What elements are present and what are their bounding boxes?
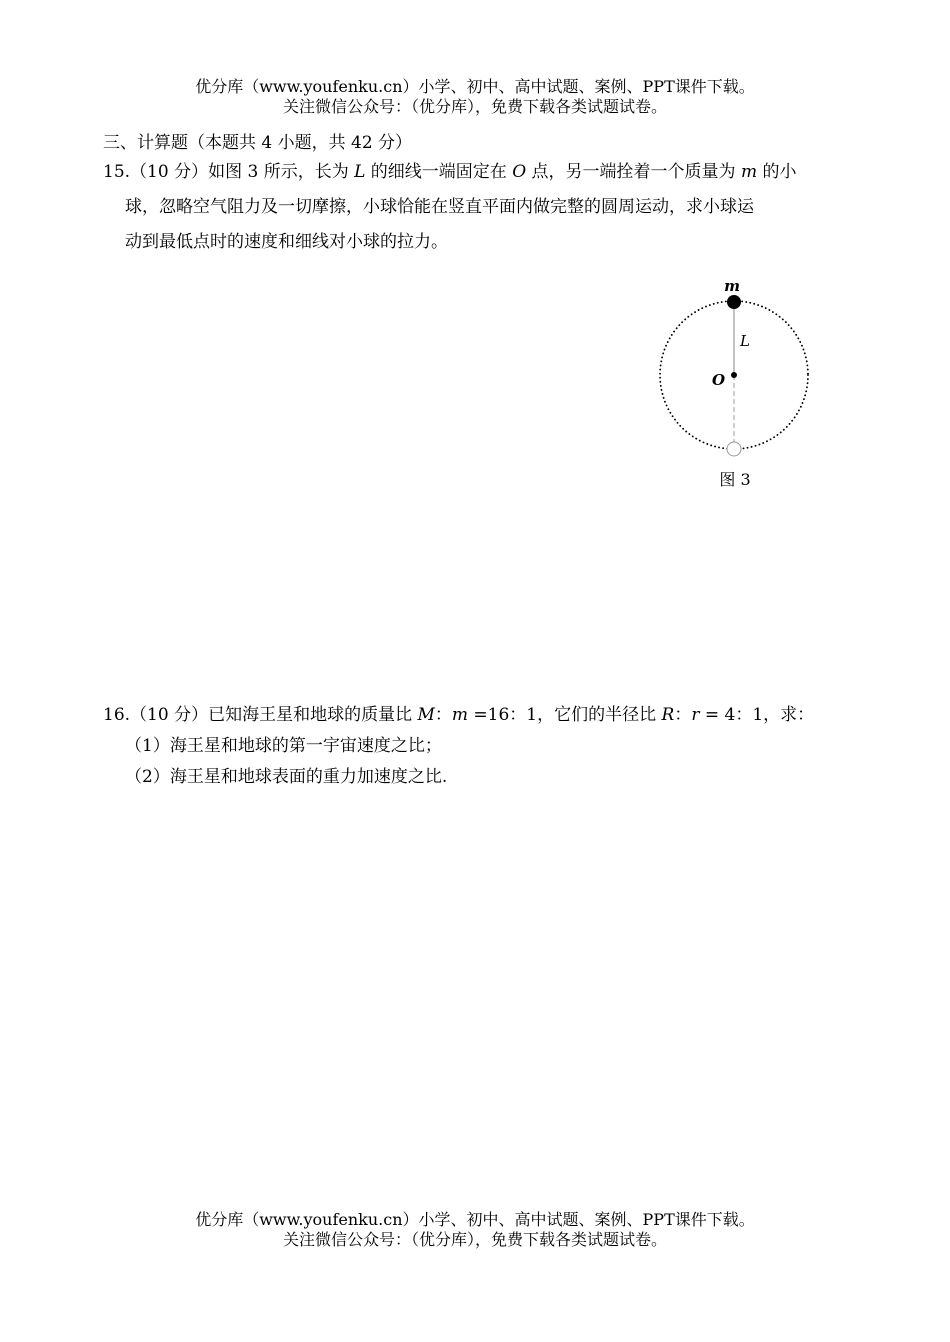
ball-top — [727, 295, 741, 309]
question-16-sub-2: （2）海王星和地球表面的重力加速度之比. — [125, 767, 448, 787]
figure-3 — [650, 272, 820, 502]
question-15 — [103, 155, 848, 260]
var-r: r — [691, 705, 700, 725]
var-m: m — [740, 162, 758, 182]
footer-line-2: 关注微信公众号：（优分库），免费下载各类试题试卷。 — [282, 1230, 667, 1249]
section-title: 三、计算题（本题共 4 小题，共 42 分） — [103, 133, 413, 153]
footer-line-1: 优分库（www.youfenku.cn）小学、初中、高中试题、案例、PPT课件下载。 — [195, 1210, 755, 1229]
var-O: O — [512, 162, 527, 182]
question-16-line-1: 16.（10 分）已知海王星和地球的质量比 M：m =16：1，它们的半径比 R：r = 4：1，求： — [103, 705, 815, 725]
label-O: O — [712, 371, 726, 389]
var-R: R — [661, 705, 675, 725]
label-L: L — [740, 332, 750, 350]
figure-caption: 图 3 — [719, 470, 751, 489]
circular-motion-diagram — [650, 272, 820, 462]
var-L: L — [354, 162, 366, 182]
center-point-O — [731, 372, 737, 378]
var-m2: m — [451, 705, 469, 725]
page-header — [0, 77, 950, 117]
question-16-sub-1: （1）海王星和地球的第一宇宙速度之比； — [125, 736, 442, 756]
var-M: M — [417, 705, 435, 725]
question-16 — [103, 700, 848, 793]
question-15-line-2: 球，忽略空气阻力及一切摩擦，小球恰能在竖直平面内做完整的圆周运动，求小球运 — [125, 197, 754, 217]
question-15-line-3: 动到最低点时的速度和细线对小球的拉力。 — [125, 232, 448, 252]
ball-bottom — [727, 442, 741, 456]
question-15-line-1: 15.（10 分）如图 3 所示，长为 L 的细线一端固定在 O 点，另一端拴着一个质量为 m 的小 — [103, 162, 797, 182]
page-footer — [0, 1210, 950, 1250]
header-line-1: 优分库（www.youfenku.cn）小学、初中、高中试题、案例、PPT课件下载。 — [195, 77, 755, 96]
label-m: m — [724, 277, 740, 295]
header-line-2: 关注微信公众号：（优分库），免费下载各类试题试卷。 — [282, 97, 667, 116]
